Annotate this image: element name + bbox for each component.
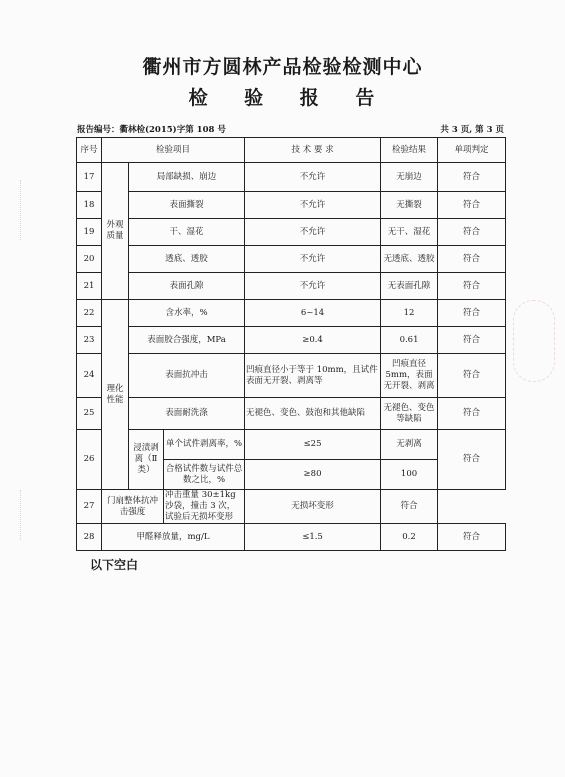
row-judgement: 符合	[438, 163, 506, 192]
row-result: 无表面孔隙	[381, 273, 438, 300]
row-result: 0.61	[381, 327, 438, 354]
row-judgement: 符合	[438, 398, 506, 430]
row-no: 22	[77, 300, 102, 327]
row-requirement: ≤1.5	[245, 524, 381, 551]
row-result: 无损坏变形	[245, 490, 381, 524]
row-judgement: 符合	[438, 246, 506, 273]
row-item: 透底、透胶	[129, 246, 245, 273]
row-no: 20	[77, 246, 102, 273]
row-item: 干、湿花	[129, 219, 245, 246]
table-row	[77, 192, 506, 219]
row-requirement: 6~14	[245, 300, 381, 327]
table-header-row	[77, 138, 506, 163]
row-requirement: ≤25	[245, 430, 381, 460]
row-judgement: 符合	[438, 524, 506, 551]
row-requirement: 冲击重量 30±1kg 沙袋，撞击 3 次，试验后无损坏变形	[164, 490, 245, 524]
table-row	[77, 327, 506, 354]
header-result: 检验结果	[381, 138, 438, 163]
blank-below-note: 以下空白	[90, 558, 139, 572]
table-row	[77, 430, 506, 460]
table-row	[77, 219, 506, 246]
header-requirement: 技 术 要 求	[245, 138, 381, 163]
page-indicator: 共 3 页, 第 3 页	[440, 125, 504, 135]
row-result: 无崩边	[381, 163, 438, 192]
row-item: 门扇整体抗冲击强度	[102, 490, 164, 524]
row-judgement: 符合	[438, 430, 506, 490]
document-title: 检 验 报 告	[188, 87, 377, 109]
table-row	[77, 354, 506, 398]
row-judgement: 符合	[438, 273, 506, 300]
row-judgement: 符合	[438, 327, 506, 354]
table-row	[77, 273, 506, 300]
row-result: 无撕裂	[381, 192, 438, 219]
row-no: 18	[77, 192, 102, 219]
row-judgement: 符合	[438, 192, 506, 219]
row-item: 表面孔隙	[129, 273, 245, 300]
row-judgement: 符合	[438, 354, 506, 398]
row-judgement: 符合	[438, 300, 506, 327]
row-item: 合格试件数与试件总数之比，%	[164, 460, 245, 490]
row-result: 凹痕直径5mm，表面无开裂、剥离	[381, 354, 438, 398]
row-no: 19	[77, 219, 102, 246]
group-soak: 浸渍剥离（Ⅱ类）	[129, 430, 164, 490]
row-result: 0.2	[381, 524, 438, 551]
header-judgement: 单项判定	[438, 138, 506, 163]
row-item: 甲醛释放量，mg/L	[102, 524, 245, 551]
seal-stamp	[513, 300, 555, 382]
table-row	[77, 163, 506, 192]
row-no: 24	[77, 354, 102, 398]
row-requirement: 无褪色、变色、鼓泡和其他缺陷	[245, 398, 381, 430]
row-result: 无干、湿花	[381, 219, 438, 246]
row-item: 表面撕裂	[129, 192, 245, 219]
row-result: 无褪色、变色等缺陷	[381, 398, 438, 430]
row-judgement: 符合	[381, 490, 438, 524]
row-result: 12	[381, 300, 438, 327]
row-requirement: 不允许	[245, 219, 381, 246]
row-item: 表面耐洗涤	[129, 398, 245, 430]
row-no: 28	[77, 524, 102, 551]
row-requirement: 不允许	[245, 192, 381, 219]
row-requirement: 不允许	[245, 246, 381, 273]
group-physchem: 理化性能	[102, 300, 129, 490]
group-appearance: 外观质量	[102, 163, 129, 300]
row-item: 表面胶合强度，MPa	[129, 327, 245, 354]
report-number: 报告编号：衢林检(2015)字第 108 号	[77, 125, 226, 135]
binding-holes	[20, 490, 24, 540]
table-row	[77, 246, 506, 273]
row-no: 26	[77, 430, 102, 490]
row-item: 含水率，%	[129, 300, 245, 327]
row-result: 无剥离	[381, 430, 438, 460]
row-no: 25	[77, 398, 102, 430]
table-row	[77, 524, 506, 551]
row-result: 无透底、透胶	[381, 246, 438, 273]
row-requirement: ≥0.4	[245, 327, 381, 354]
header-item: 检验项目	[102, 138, 245, 163]
inspection-table	[76, 137, 506, 551]
row-item: 单个试件剥离率，%	[164, 430, 245, 460]
row-result: 100	[381, 460, 438, 490]
row-item: 表面抗冲击	[129, 354, 245, 398]
row-no: 27	[77, 490, 102, 524]
row-requirement: 不允许	[245, 273, 381, 300]
row-item: 局部缺损、崩边	[129, 163, 245, 192]
table-row	[77, 300, 506, 327]
row-requirement: 凹痕直径小于等于 10mm，且试件表面无开裂、剥离等	[245, 354, 381, 398]
table-row	[77, 398, 506, 430]
row-no: 21	[77, 273, 102, 300]
org-name: 衢州市方圆林产品检验检测中心	[142, 56, 423, 78]
table-row	[77, 490, 506, 524]
header-no: 序号	[77, 138, 102, 163]
row-requirement: ≥80	[245, 460, 381, 490]
row-no: 23	[77, 327, 102, 354]
binding-holes	[20, 180, 24, 240]
row-judgement: 符合	[438, 219, 506, 246]
row-no: 17	[77, 163, 102, 192]
row-requirement: 不允许	[245, 163, 381, 192]
